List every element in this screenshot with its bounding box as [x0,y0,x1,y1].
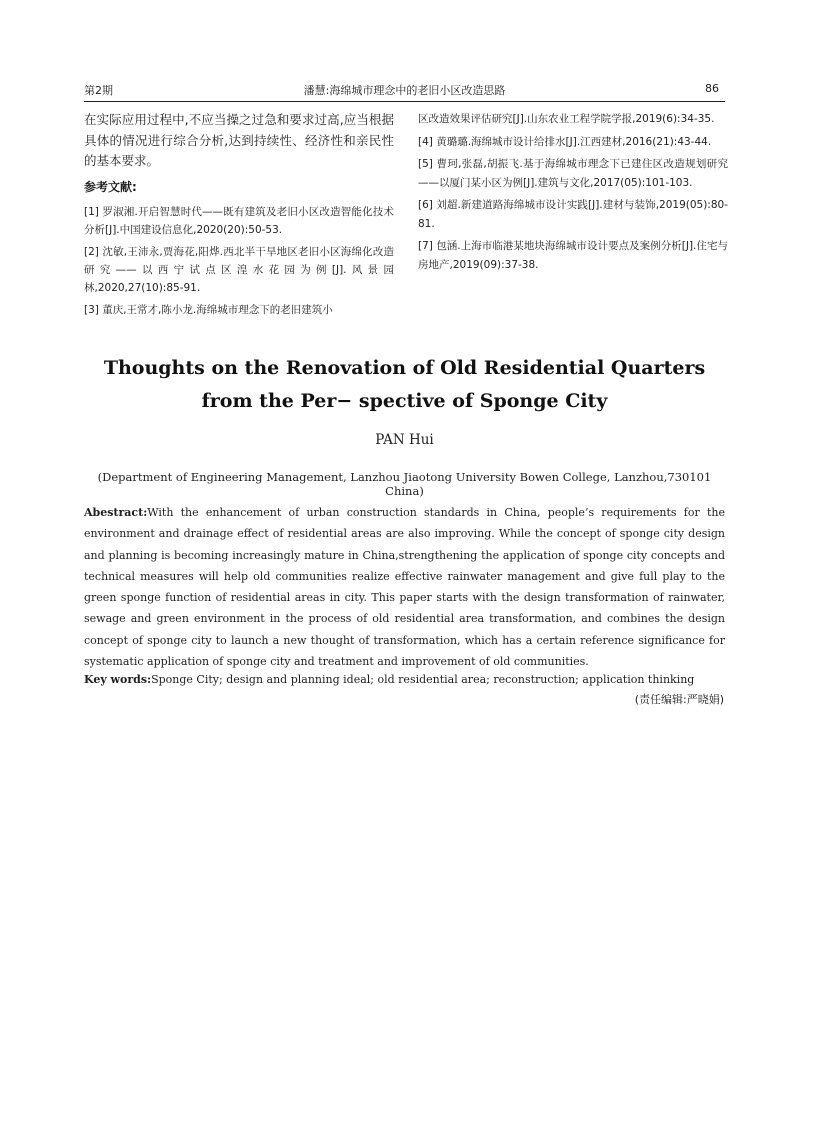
reference-list-left [84,203,394,319]
reference-item: [5] 曹珂,张磊,胡振飞.基于海绵城市理念下已建住区改造规划研究——以厦门某小区为例[J].建筑与文化,2017(05):101-103. [418,158,728,189]
running-header [84,82,725,100]
abstract-text: With the enhancement of urban construction standards in China, people’s requirements for the environment and drainage effect of residential areas are also improving. While the concept of sponge city design and planning is becoming increasingly mature in China,strengthening the application of sponge city concepts and technical measures will help old communities realize effective rainwater management and give full play to the green sponge function of residential areas in city. This paper starts with the design transformation of rainwater, sewage and green environment in the process of old residential area transformation, and combines the design concept of sponge city to launch a new thought of transformation, which has a certain reference significance for systematic application of sponge city and treatment and improvement of old communities. [84,506,725,669]
reference-item: [1] 罗淑湘.开启智慧时代——既有建筑及老旧小区改造智能化技术分析[J].中国建设信息化,2020(20):50-53. [84,205,394,236]
header-divider [84,101,725,102]
editor-credit: (责任编辑:严晓娟) [634,693,724,706]
reference-item: [4] 黄璐璐.海绵城市设计给排水[J].江西建材,2016(21):43-44. [418,135,712,148]
issue-number: 第2期 [84,84,113,97]
english-title: Thoughts on the Renovation of Old Residential Quarters from the Per− spective of Sponge City [103,357,706,412]
reference-list-right [418,110,728,274]
page-number: 86 [705,82,719,95]
reference-item: [3] 董庆,王常才,陈小龙.海绵城市理念下的老旧建筑小 [84,303,333,316]
english-abstract [84,502,725,672]
keywords-label: Key words: [84,673,152,686]
reference-item: [7] 包涵.上海市临港某地块海绵城市设计要点及案例分析[J].住宅与房地产,2019(09):37-38. [418,240,728,271]
english-keywords [84,670,725,690]
body-paragraph: 在实际应用过程中,不应当操之过急和要求过高,应当根据具体的情况进行综合分析,达到持续性、经济性和亲民性的基本要求。 [84,112,394,168]
abstract-label: Abestract: [84,506,148,519]
reference-item: [2] 沈敏,王沛永,贾海花,阳烨.西北半干旱地区老旧小区海绵化改造研究——以西宁试点区湟水花园为例[J].风景园林,2020,27(10):85-91. [84,245,394,294]
author-affiliation: (Department of Engineering Management, Lanzhou Jiaotong University Bowen College, Lanzhou,730101 China) [97,470,712,498]
running-title: 潘慧:海绵城市理念中的老旧小区改造思路 [303,84,506,97]
right-column [418,110,728,278]
keywords-text: Sponge City; design and planning ideal; old residential area; reconstruction; application thinking [151,673,695,686]
reference-item: [6] 刘超.新建道路海绵城市设计实践[J].建材与装饰,2019(05):80-81. [418,199,728,230]
left-column [84,110,394,323]
references-heading: 参考文献: [84,179,137,194]
author-name: PAN Hui [375,432,434,448]
reference-item: 区改造效果评估研究[J].山东农业工程学院学报,2019(6):34-35. [418,113,715,125]
